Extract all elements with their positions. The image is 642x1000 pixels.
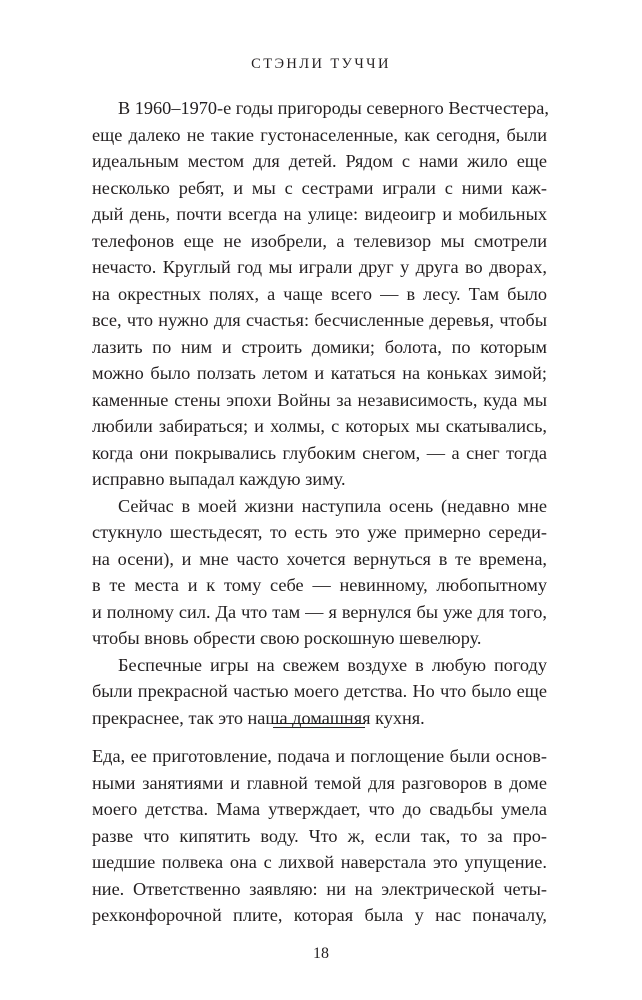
text-line: ными занятиями и главной темой для разговоров в доме: [92, 772, 547, 793]
text-line: дый день, почти всегда на улице: видеоигр и мобильных: [92, 204, 547, 224]
text-line: Сейчас в моей жизни наступила осень (недавно мне: [118, 495, 547, 516]
text-line: каменные стены эпохи Войны за независимость, куда мы: [92, 389, 547, 410]
running-head: СТЭНЛИ ТУЧЧИ: [251, 56, 391, 72]
text-line: можно было ползать летом и кататься на коньках зимой;: [92, 363, 547, 383]
text-line: еще далеко не такие густонаселенные, как сегодня, были: [92, 124, 547, 145]
text-line: в те места и к тому себе — невинному, любопытному: [92, 575, 547, 595]
text-line: нечасто. Круглый год мы играли друг у друга во дворах,: [92, 257, 547, 277]
text-line: любили забираться; и холмы, с которых мы скатывались,: [92, 416, 547, 436]
text-line: и полному сил. Да что там — я вернулся бы уже для того,: [92, 601, 547, 622]
text-line: ние. Ответственно заявляю: ни на электрической четы-: [92, 878, 547, 899]
section-separator: [273, 723, 365, 728]
text-line: Беспечные игры на свежем воздухе в любую погоду: [118, 654, 547, 675]
text-line: прекраснее, так это наша домашняя кухня.: [92, 707, 425, 728]
text-line: лазить по ним и строить домики; болота, по которым: [92, 336, 547, 357]
page-number: 18: [313, 945, 329, 962]
text-line: стукнуло шестьдесят, то есть это уже примерно середи-: [92, 522, 547, 542]
text-line: исправно выпадал каждую зиму.: [92, 469, 346, 489]
text-line: разве что кипятить воду. Что ж, если так, то за про-: [92, 825, 547, 846]
text-block-top: [92, 95, 547, 731]
text-line: когда они покрывались глубоким снегом, — а снег тогда: [92, 442, 547, 463]
text-line: идеальным местом для детей. Рядом с нами жило еще: [92, 151, 547, 171]
text-line: чтобы вновь обрести свою роскошную шевелюру.: [92, 628, 482, 648]
text-block-bottom: [92, 743, 547, 929]
text-line: на окрестных полях, а чаще всего — в лесу. Там было: [92, 283, 547, 304]
text-line: телефонов еще не изобрели, а телевизор мы смотрели: [92, 230, 547, 251]
text-line: рехконфорочной плите, которая была у нас поначалу,: [92, 905, 547, 925]
text-line: шедшие полвека она с лихвой наверстала это упущение.: [92, 852, 547, 872]
text-line: В 1960–1970-е годы пригороды северного Вестчестера,: [118, 98, 549, 118]
text-line: были прекрасной частью моего детства. Но что было еще: [92, 681, 547, 701]
text-line: моего детства. Мама утверждает, что до свадьбы умела: [92, 799, 547, 819]
text-line: несколько ребят, и мы с сестрами играли с ними каж-: [92, 177, 547, 198]
text-line: Еда, ее приготовление, подача и поглощение были основ-: [92, 746, 547, 766]
text-line: все, что нужно для счастья: бесчисленные деревья, чтобы: [92, 310, 547, 330]
text-line: на осени), и мне часто хочется вернуться в те времена,: [92, 548, 547, 569]
